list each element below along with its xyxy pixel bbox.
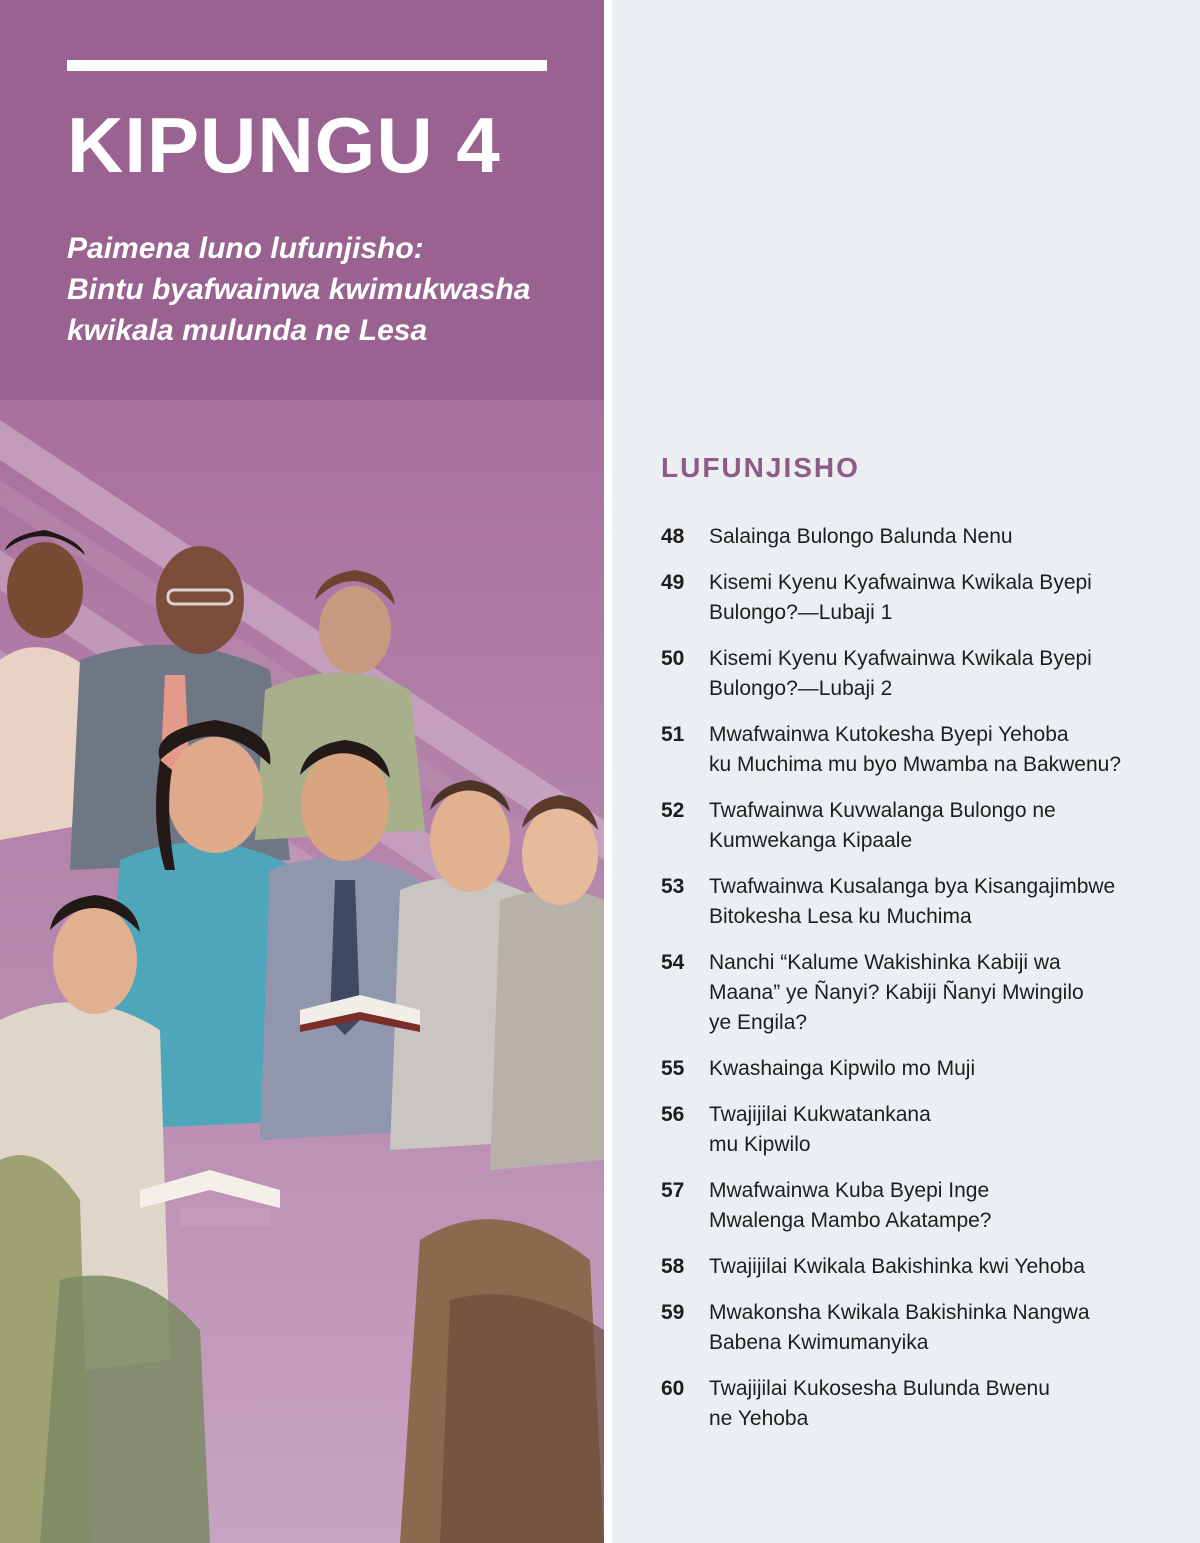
lesson-title-line: Bitokesha Lesa ku Muchima: [709, 905, 972, 928]
lesson-number: 49: [661, 571, 685, 594]
lesson-title: [709, 720, 1181, 780]
lesson-item[interactable]: [661, 1176, 1181, 1236]
lesson-title-line: mu Kipwilo: [709, 1133, 811, 1156]
lesson-item[interactable]: [661, 796, 1181, 856]
congregation-illustration: [0, 400, 604, 1543]
lesson-title-line: Maana” ye Ñanyi? Kabiji Ñanyi Mwingilo: [709, 981, 1084, 1004]
lesson-title-line: Twajijilai Kukwatankana: [709, 1103, 931, 1126]
lesson-number: 60: [661, 1377, 685, 1400]
part-subtitle: [67, 228, 587, 351]
lesson-number: 53: [661, 875, 685, 898]
lesson-list: [661, 522, 1181, 1450]
lesson-title-line: ku Muchima mu byo Mwamba na Bakwenu?: [709, 753, 1122, 776]
lesson-title-line: Kumwekanga Kipaale: [709, 829, 913, 852]
person-front-lap: [40, 1276, 210, 1543]
lesson-title-line: Babena Kwimumanyika: [709, 1331, 929, 1354]
lesson-title-line: Nanchi “Kalume Wakishinka Kabiji wa: [709, 951, 1061, 974]
lesson-title: [709, 1176, 1181, 1236]
lesson-item[interactable]: [661, 522, 1181, 552]
lesson-title-line: Mwafwainwa Kutokesha Byepi Yehoba: [709, 723, 1069, 746]
lesson-title: [709, 1374, 1181, 1434]
lesson-title-line: Kisemi Kyenu Kyafwainwa Kwikala Byepi: [709, 571, 1092, 594]
lesson-title: [709, 522, 1181, 552]
lesson-item[interactable]: [661, 568, 1181, 628]
lesson-item[interactable]: [661, 1054, 1181, 1084]
lesson-number: 57: [661, 1179, 685, 1202]
lesson-title-line: Bulongo?—Lubaji 2: [709, 677, 893, 700]
lesson-title: [709, 1252, 1181, 1282]
lesson-number: 58: [661, 1255, 685, 1278]
subtitle-line: Bintu byafwainwa kwimukwasha: [67, 273, 531, 306]
lesson-title: [709, 872, 1181, 932]
contents-heading: LUFUNJISHO: [661, 452, 860, 483]
contents-panel: [612, 0, 1200, 1543]
subtitle-line: kwikala mulunda ne Lesa: [67, 314, 428, 347]
lesson-item[interactable]: [661, 1374, 1181, 1434]
lesson-number: 54: [661, 951, 685, 974]
lesson-item[interactable]: [661, 1298, 1181, 1358]
lesson-title: [709, 644, 1181, 704]
lesson-number: 56: [661, 1103, 685, 1126]
lesson-title-line: ye Engila?: [709, 1011, 808, 1034]
lesson-item[interactable]: [661, 948, 1181, 1038]
lesson-item[interactable]: [661, 872, 1181, 932]
lesson-title-line: Twafwainwa Kuvwalanga Bulongo ne: [709, 799, 1056, 822]
lesson-title: [709, 1100, 1181, 1160]
lesson-title-line: Twafwainwa Kusalanga bya Kisangajimbwe: [709, 875, 1116, 898]
hair-shadow: [440, 1294, 604, 1543]
lesson-title: [709, 796, 1181, 856]
lesson-item[interactable]: [661, 1100, 1181, 1160]
lesson-number: 51: [661, 723, 685, 746]
lesson-title-line: Twajijilai Kwikala Bakishinka kwi Yehoba: [709, 1255, 1085, 1278]
lesson-title-line: Kisemi Kyenu Kyafwainwa Kwikala Byepi: [709, 647, 1092, 670]
lesson-title-line: Bulongo?—Lubaji 1: [709, 601, 893, 624]
title-rule: [67, 60, 547, 71]
part-title: KIPUNGU 4: [67, 101, 501, 189]
lesson-title-line: Kwashainga Kipwilo mo Muji: [709, 1057, 976, 1080]
page-divider: [604, 0, 612, 1543]
lesson-title-line: Mwafwainwa Kuba Byepi Inge: [709, 1179, 990, 1202]
subtitle-line: Paimena luno lufunjisho:: [67, 232, 424, 265]
lesson-number: 52: [661, 799, 685, 822]
lesson-title: [709, 1054, 1181, 1084]
lesson-number: 50: [661, 647, 685, 670]
lesson-title-line: ne Yehoba: [709, 1407, 809, 1430]
lesson-title-line: Mwakonsha Kwikala Bakishinka Nangwa: [709, 1301, 1090, 1324]
lesson-number: 59: [661, 1301, 685, 1324]
lesson-title-line: Salainga Bulongo Balunda Nenu: [709, 525, 1013, 548]
lesson-item[interactable]: [661, 644, 1181, 704]
lesson-number: 48: [661, 525, 685, 548]
lesson-title: [709, 948, 1181, 1038]
lesson-item[interactable]: [661, 1252, 1181, 1282]
lesson-number: 55: [661, 1057, 685, 1080]
lesson-item[interactable]: [661, 720, 1181, 780]
lesson-title-line: Twajijilai Kukosesha Bulunda Bwenu: [709, 1377, 1050, 1400]
lesson-title: [709, 568, 1181, 628]
lesson-title-line: Mwalenga Mambo Akatampe?: [709, 1209, 992, 1232]
lesson-title: [709, 1298, 1181, 1358]
